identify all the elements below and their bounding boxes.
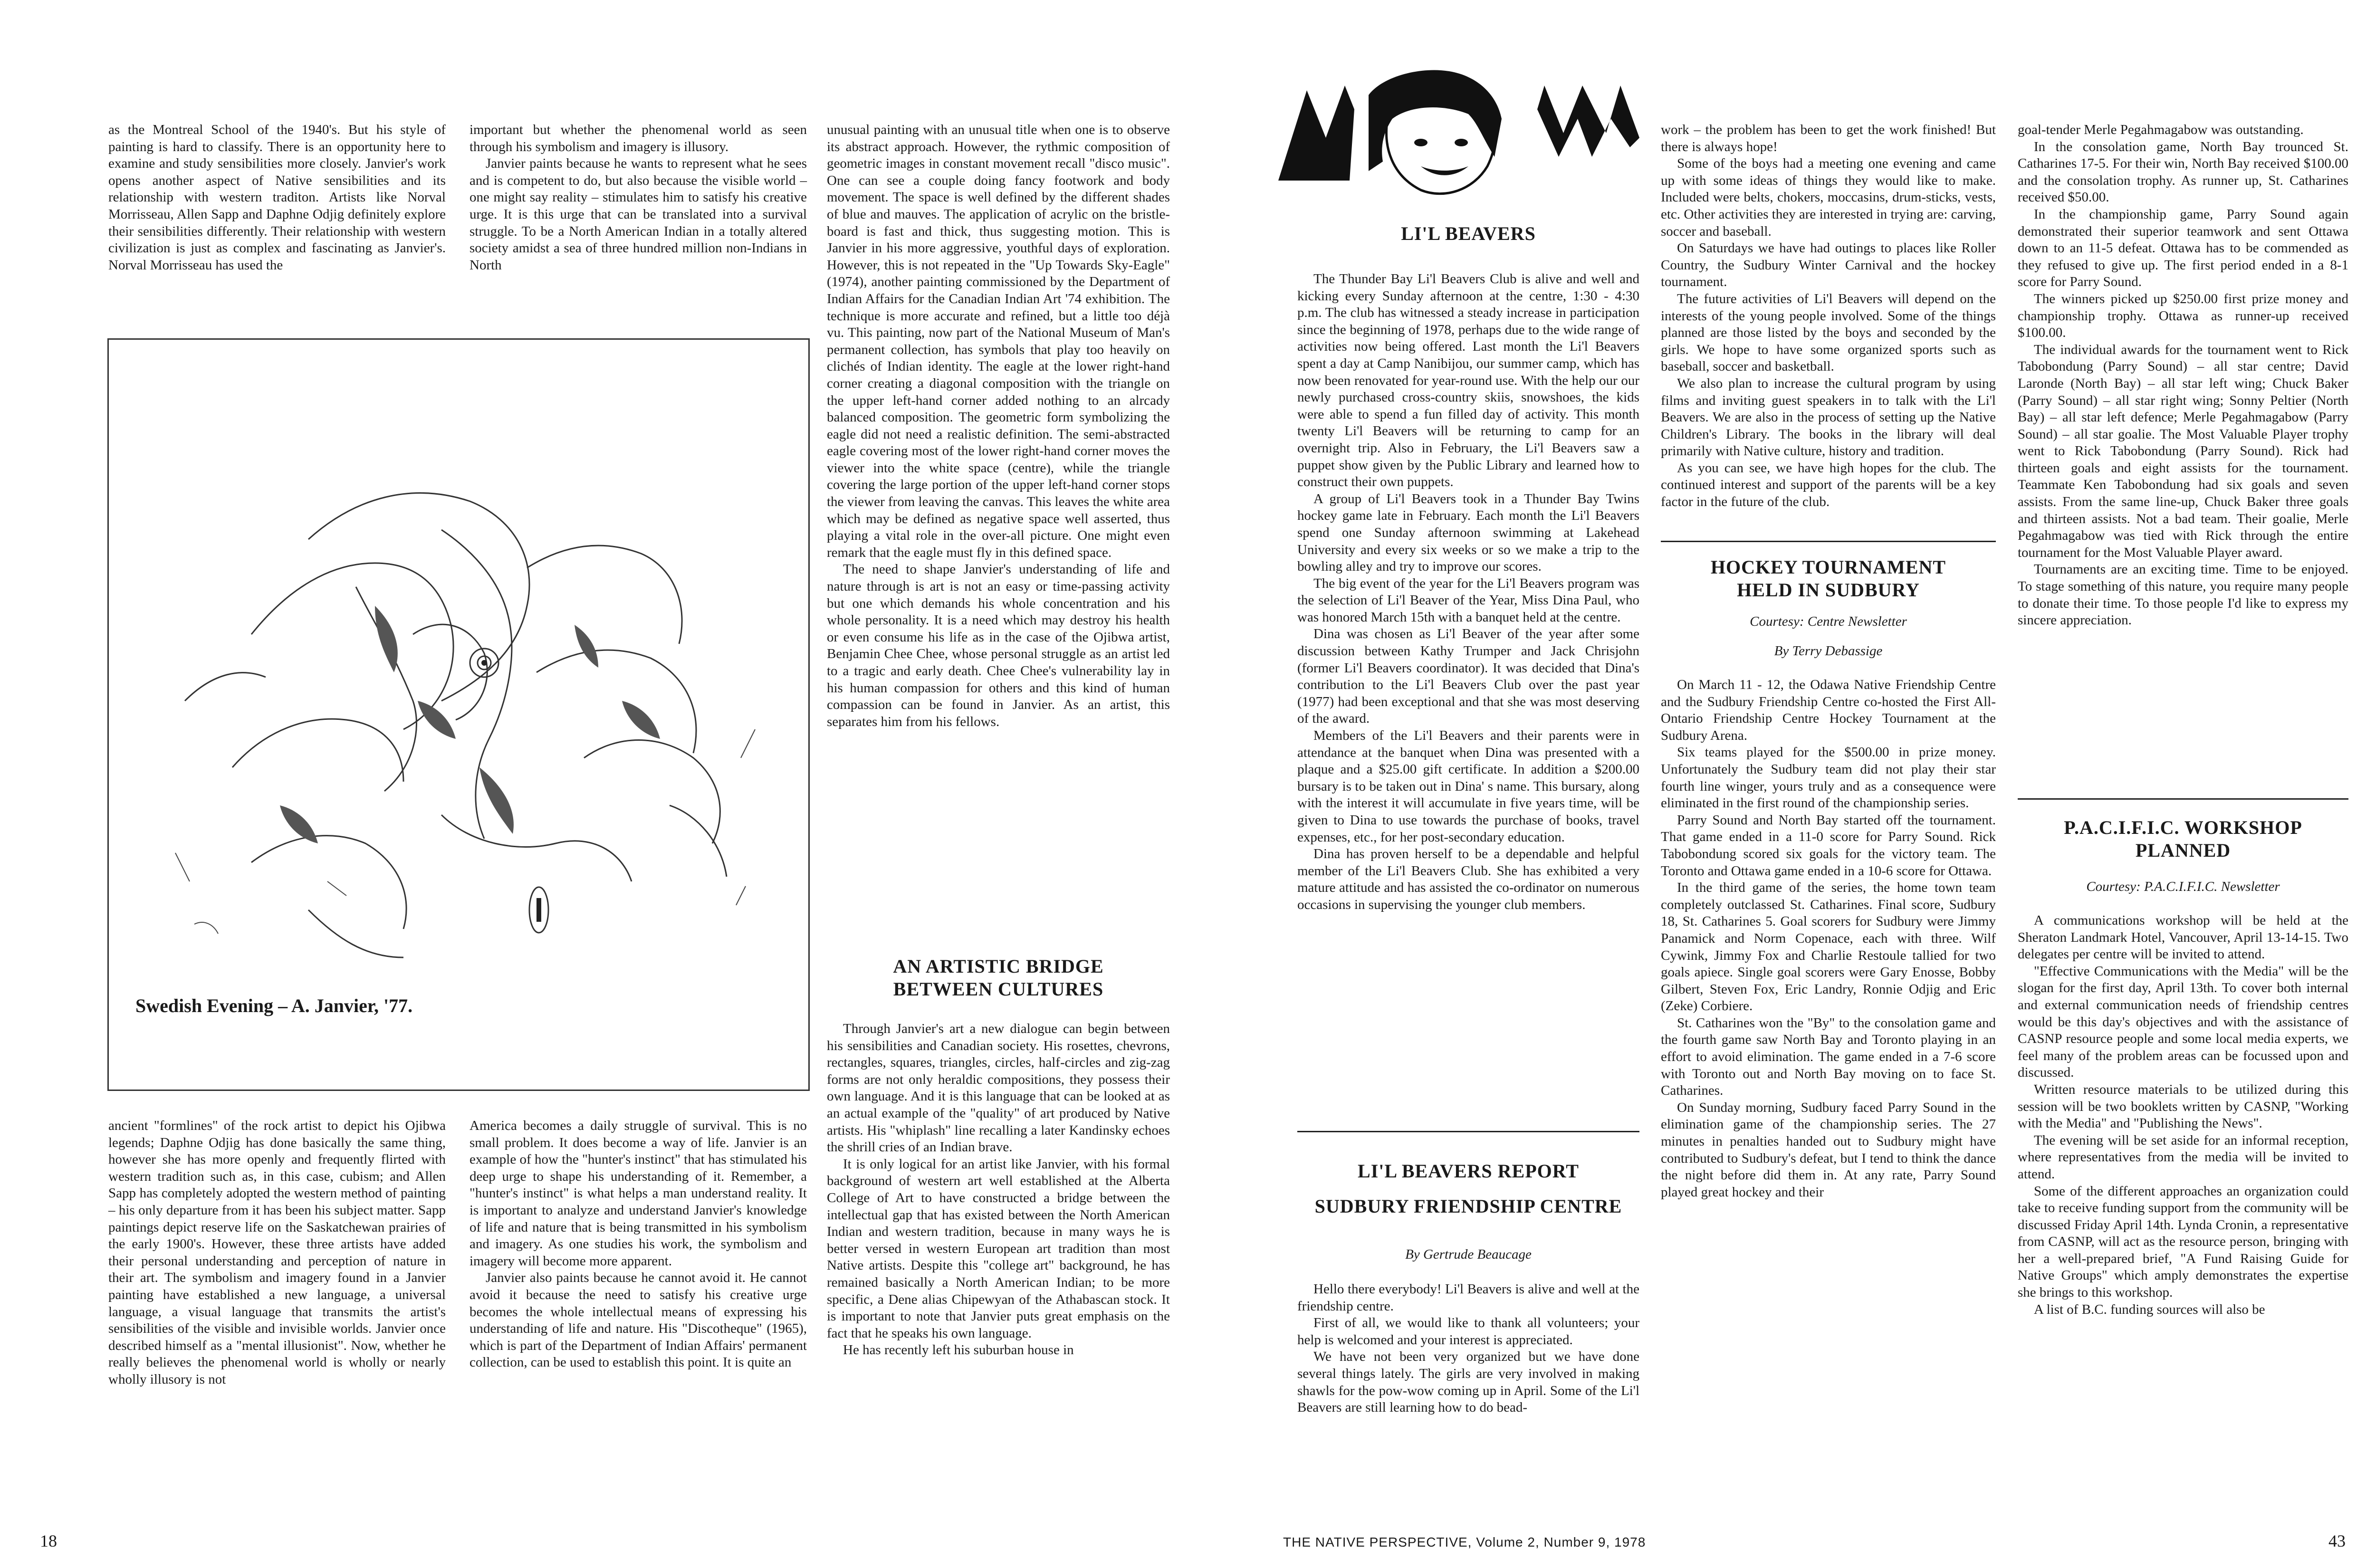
paragraph: Dina has proven herself to be a dependable and helpful member of the Li'l Beavers Club. She has exhibited a very mature attitude and has assisted the co-ordinator on numerous occasions in supervising the younger club members. (1297, 846, 1639, 912)
paragraph: Dina was chosen as Li'l Beaver of the year after some discussion between Kathy Trumper and Jack Chrisjohn (former Li'l Beavers coordinator). It was decided that Dina's contribution to the Li'l Beavers Club over the past year (1977) had been exceptional and that she was most deserving of the award. (1297, 626, 1639, 727)
heading-line: HELD IN SUDBURY (1737, 579, 1920, 601)
paragraph: The need to shape Janvier's understanding of life and nature through is art is not an easy or time-passing activity but one which demands his whole concentration and his whole personality. It is a need which may destroy his health or even consume his life as in the case of the Ojibwa artist, Benjamin Chee Chee, whose personal struggle as an artist led to a tragic and early death. Chee Chee's vulnerability lay in his human compassion for others and this kind of human compassion can be found in Janvier. As an artist, this separates him from his fellows. (827, 562, 1170, 729)
paragraph: He has recently left his suburban house in (843, 1342, 1074, 1358)
heading-line: LI'L BEAVERS REPORT (1358, 1160, 1579, 1182)
left-col2-top (469, 122, 807, 274)
paragraph: The evening will be set aside for an informal reception, where representatives from the media will be invited to attend. (2018, 1132, 2348, 1182)
heading-line: HOCKEY TOURNAMENT (1710, 556, 1946, 578)
paragraph: "Effective Communications with the Media" will be the slogan for the first day, April 13th. To cover both internal and external communication needs of friendship centres would be this day's objectives and with the assistance of CASNP resource people and some local media experts, we feel many of the problem areas can be focussed upon and discussed. (2018, 963, 2348, 1080)
paragraph: Members of the Li'l Beavers and their parents were in attendance at the banquet when Dina was presented with a plaque and a $25.00 gift certificate. In addition a $200.00 bursary is to be taken out in Dina' s name. This bursary, along with the interest it will accumulate in five years time, will be given to Dina to use towards the purchase of books, travel expenses, etc., for her post-secondary education. (1297, 728, 1639, 845)
heading-lil-beavers-report (1297, 1154, 1639, 1224)
byline: By Gertrude Beaucage (1405, 1247, 1532, 1262)
paragraph: A group of Li'l Beavers took in a Thunder Bay Twins hockey game late in February. Each month the Li'l Beavers spend one Sunday afternoon swimming at Lakehead University and every six weeks or so we make a trip to the bowling alley and try to improve our scores. (1297, 491, 1639, 574)
byline: By Terry Debassige (1774, 643, 1883, 659)
paragraph: The future activities of Li'l Beavers will depend on the interests of the young people involved. Some of the things planned are those listed by the boys and seconded by the girls. We hope to have some organized sports such as baseball, soccer and basketball. (1661, 291, 1996, 374)
right-col2-bottom (1661, 677, 1996, 1201)
left-col3-bottom (827, 1021, 1170, 1359)
paragraph: First of all, we would like to thank all volunteers; your help is welcomed and your interest is appreciated. (1297, 1315, 1639, 1348)
paragraph: America becomes a daily struggle of survival. This is no small problem. It does become a way of life. Janvier is an example of how the "hunter's instinct" that has stimulated his deep urge to shape his understanding of it. Remember, a "hunter's instinct" is what helps a man understand reality. It is important to analyze and understand Janvier's knowledge of life and nature that is being transmitted in his symbolism and imagery. As one studies his work, the symbolism and imagery will become more apparent. (469, 1118, 807, 1269)
paragraph: important but whether the phenomenal world as seen through his symbolism and imagery is illusory. (469, 122, 807, 154)
paragraph: ancient "formlines" of the rock artist to depict his Ojibwa legends; Daphne Odjig has done basically the same thing, however she has more openly and frequently flirted with western tradition such as, in this case, cubism; and Allen Sapp has completely adopted the western method of painting – his only departure from it has been his subject matter. Sapp paintings depict reserve life on the Saskatchewan prairies of the early 1900's. However, these three artists have added their personal understanding and perception of nature in their art. The symbolism and imagery found in a Janvier painting have established a new language, a universal language, a visual language that transmits the artist's sensibilities of the visible and invisible worlds. Janvier once described himself as a "mental illusionist". Now, whether he really believes the phenomenal world is wholly or nearly wholly illusory is not (108, 1118, 446, 1387)
paragraph: Written resource materials to be utilized during this session will be two booklets written by CASNP, "Working with the Media" and "Publishing the News". (2018, 1081, 2348, 1131)
left-col1-bottom (108, 1118, 446, 1388)
paragraph: In the championship game, Parry Sound again demonstrated their superior teamwork and sent Ottawa down to an 11-5 defeat. Ottawa has to be commended as they refused to give up. The first period ended in a 8-1 score for Parry Sound. (2018, 206, 2348, 290)
heading-line: SUDBURY FRIENDSHIP CENTRE (1314, 1195, 1622, 1217)
courtesy-line: Courtesy: Centre Newsletter (1750, 614, 1907, 629)
paragraph: It is only logical for an artist like Janvier, with his formal background of western art well established at the Alberta College of Art to have constructed a bridge between the intellectual gap that has existed between the North American Indian and western tradition, because in many ways he is better versed in western European art tradition than most Native artists. Despite this "college art" background, he has remained basically a North American Indian; to be more specific, a Dene alias Chipewyan of the Athabascan stock. It is important to note that Janvier puts great emphasis on the fact that he speaks his own language. (827, 1156, 1170, 1341)
artwork-caption: Swedish Evening – A. Janvier, '77. (135, 995, 413, 1016)
paragraph: Parry Sound and North Bay started off the tournament. That game ended in a 11-0 score for Parry Sound. Rick Tabobondung scored six goals for the victory team. The Toronto and Ottawa game ended in a 10-6 score for Ottawa. (1661, 812, 1996, 879)
paragraph: unusual painting with an unusual title when one is to observe its abstract approach. However, the rythmic composition of geometric images in constant movement recall "disco music". One can see a couple doing fancy footwork and body movement. The space is well defined by the different shades of blue and mauves. The application of acrylic on the bristle-board is fast and thick, thus suggesting motion. This is Janvier in his more aggressive, youthful days of exploration. However, this is not repeated in the "Up Towards Sky-Eagle" (1974), another painting commissioned by the Department of Indian Affairs for the Canadian Indian Art '74 exhibition. The technique is more accurate and refined, but a little too déjà vu. This painting, now part of the National Museum of Man's permanent collection, has symbols that play too heavily on clichés of Indian identity. The eagle at the lower right-hand corner creating a diagonal composition with the triangle on the upper left-hand corner added nothing to an alrcady balanced composition. The geometric form symbolizing the eagle did not need a realistic definition. The semi-abstracted eagle covering most of the lower right-hand corner moves the viewer into the white space (centre), while the triangle covering the large portion of the upper left-hand corner stops the viewer from leaving the canvas. This leaves the white area which may be defined as negative space well asserted, thus playing a vital role in the over-all picture. One might even remark that the eagle must fly in this defined space. (827, 122, 1170, 560)
right-col3-top (2018, 122, 2348, 629)
paragraph: Tournaments are an exciting time. Time to be enjoyed. To stage something of this nature, you require many people to donate their time. To those people I'd like to express my sincere appreciation. (2018, 562, 2348, 628)
right-col1-bottom (1297, 1281, 1639, 1416)
publication-footer: THE NATIVE PERSPECTIVE, Volume 2, Number 9, 1978 (1283, 1535, 1646, 1549)
paragraph: St. Catharines won the "By" to the consolation game and the fourth game saw North Bay and Toronto playing in an effort to avoid elimination. The game ended in a 7-6 score with Toronto out and North Bay moving on to face St. Catharines. (1661, 1015, 1996, 1099)
paragraph: The winners picked up $250.00 first prize money and championship trophy. Ottawa as runner-up received $100.00. (2018, 291, 2348, 341)
paragraph: On March 11 - 12, the Odawa Native Friendship Centre and the Sudbury Friendship Centre co-hosted the First All-Ontario Friendship Centre Hockey Tournament at the Sudbury Arena. (1661, 677, 1996, 743)
paragraph: Six teams played for the $500.00 in prize money. Unfortunately the Sudbury team did not play their star fourth line winger, yours truly and as a consequence were eliminated in the first round of the championship series. (1661, 745, 1996, 811)
heading-hockey-tournament (1661, 556, 1996, 602)
heading-line: PLANNED (2135, 840, 2231, 861)
right-col2-top (1661, 122, 1996, 511)
section-divider (1661, 541, 1996, 542)
paragraph: On Sunday morning, Sudbury faced Parry Sound in the elimination game of the championship series. The 27 minutes in penalties handed out to Sudbury might have contributed to Sudbury's defeat, but I tend to think the dance the night before did them in. At any rate, Parry Sound played great hockey and their (1661, 1100, 1996, 1200)
courtesy-line: Courtesy: P.A.C.I.F.I.C. Newsletter (2086, 879, 2280, 894)
right-col3-bottom (2018, 912, 2348, 1318)
paragraph: A communications workshop will be held at the Sheraton Landmark Hotel, Vancouver, April 13-14-15. Two delegates per centre will be invited to attend. (2018, 913, 2348, 962)
artwork-illustration (109, 340, 808, 1090)
artwork-frame (107, 338, 810, 1091)
paragraph: We also plan to increase the cultural program by using films and inviting guest speakers in to talk with the Li'l Beavers. We are also in the process of setting up the Native Children's Library. The books in the library will deal primarily with Native culture, history and tradition. (1661, 375, 1996, 459)
paragraph: Janvier also paints because he cannot avoid it. He cannot avoid it because the need to satisfy his creative urge becomes the whole intellectual means of expressing his understanding of life and nature. His "Discotheque" (1965), which is part of the Department of Indian Affairs' permanent collection, can be used to establish this point. It is quite an (469, 1270, 807, 1370)
heading-artistic-bridge (827, 955, 1170, 1001)
heading-line: AN ARTISTIC BRIDGE (893, 956, 1104, 977)
page-number-left: 18 (40, 1531, 57, 1550)
lil-beavers-logo (1278, 67, 1639, 209)
heading-line: P.A.C.I.F.I.C. WORKSHOP (2064, 817, 2302, 838)
paragraph: As you can see, we have high hopes for the club. The continued interest and support of the parents will be a key factor in the future of the club. (1661, 460, 1996, 510)
paragraph: Hello there everybody! Li'l Beavers is alive and well at the friendship centre. (1297, 1281, 1639, 1314)
left-col1-top (108, 122, 446, 274)
paragraph: goal-tender Merle Pegahmagabow was outstanding. (2018, 122, 2304, 137)
page-number-right: 43 (2328, 1531, 2346, 1550)
paragraph: as the Montreal School of the 1940's. But his style of painting is hard to classify. There is an opportunity here to examine and study sensibilities more closely. Janvier's work opens another aspect of Native sensibilities and its relationship with western traditon. Artists like Norval Morrisseau, Allen Sapp and Daphne Odjig definitely explore their sensibilities differently. Their relationship with western civilization is just as complex and fascinating as Janvier's. Norval Morrisseau has used the (108, 122, 446, 273)
paragraph: Some of the boys had a meeting one evening and came up with some ideas of things they would like to make. Included were belts, chokers, moccasins, drum-sticks, vests, etc. Other activities they are interested in trying are: carving, soccer and baseball. (1661, 156, 1996, 239)
paragraph: A list of B.C. funding sources will also be (2034, 1301, 2265, 1317)
left-col3 (827, 122, 1170, 730)
paragraph: work – the problem has been to get the work finished! But there is always hope! (1661, 122, 1996, 154)
paragraph: In the consolation game, North Bay trounced St. Catharines 17-5. For their win, North Bay received $100.00 and the consolation trophy. As runner up, St. Catharines received $50.00. (2018, 139, 2348, 205)
paragraph: On Saturdays we have had outings to places like Roller Country, the Sudbury Winter Carnival and the hockey tournament. (1661, 240, 1996, 290)
right-col1-top (1297, 271, 1639, 914)
paragraph: We have not been very organized but we have done several things lately. The girls are very involved in making shawls for the pow-wow coming up in April. Some of the Li'l Beavers are still learning how to do bead- (1297, 1349, 1639, 1415)
heading-line: BETWEEN CULTURES (893, 978, 1104, 1000)
paragraph: The individual awards for the tournament went to Rick Tabobondung (Parry Sound) – all star centre; David Laronde (North Bay) – all star left wing; Chuck Baker (Parry Sound) – all star right wing; Sonny Peltier (North Bay) – all star left defence; Merle Pegahmagabow (Parry Sound) – all star goalie. The Most Valuable Player trophy went to Rick Tabobondung (Parry Sound). Rick had thirteen goals and eight assists for the tournament. Teammate Ken Tabobondung had six goals and seven assists. From the same line-up, Chuck Baker three goals and thirteen assists. Not a bad team. Their goalie, Merle Pegahmagabow was tied with Rick through the entire tournament for the Most Valuable Player award. (2018, 342, 2348, 560)
paragraph: Janvier paints because he wants to represent what he sees and is competent to do, but also because the visible world – one might say reality – stimulates him to satisfy his creative urge. It is this urge that can be translated into a survival struggle. To be a North American Indian in a totally altered society amidst a sea of three hundred million non-Indians in North (469, 156, 807, 273)
paragraph: The Thunder Bay Li'l Beavers Club is alive and well and kicking every Sunday afternoon at the centre, 1:30 - 4:30 p.m. The club has witnessed a steady increase in participation since the beginning of 1978, perhaps due to the wide range of activities now being offered. Last month the Li'l Beavers spent a day at Camp Nanibijou, our summer camp, which has now been renovated for year-round use. With the help our our newly purchased cross-country skiis, snowshoes, the kids were able to spend a fun filled day of activity. This month twenty Li'l Beavers will be returning to camp for an overnight trip. Also in February, the Li'l Beavers saw a puppet show given by the Public Library and learned how to construct their own puppets. (1297, 271, 1639, 490)
paragraph: The big event of the year for the Li'l Beavers program was the selection of Li'l Beaver of the Year, Miss Dina Paul, who was honored March 15th with a banquet held at the centre. (1297, 575, 1639, 625)
section-divider (2018, 798, 2348, 800)
heading-lil-beavers: LI'L BEAVERS (1401, 223, 1536, 244)
left-col2-bottom (469, 1118, 807, 1371)
heading-pacific-workshop (2018, 816, 2348, 862)
paragraph: Some of the different approaches an organization could take to receive funding support from the community will be discussed Friday April 14th. Lynda Cronin, a representative from CASNP, will act as the resource person, bringing with her a well-prepared brief, "A Fund Raising Guide for Native Groups" which amply demonstrates the expertise she brings to this workshop. (2018, 1183, 2348, 1300)
section-divider (1297, 1131, 1639, 1132)
paragraph: In the third game of the series, the home town team completely outclassed St. Catharines. Final score, Sudbury 18, St. Catharines 5. Goal scorers for Sudbury were Jimmy Panamick and Norm Copenace, each with three. Wilf Cywink, Jimmy Fox and Charlie Restoule tallied for two goals apiece. Single goal scorers were Gary Enosse, Bobby Gilbert, Steven Fox, Eric Landry, Ronnie Odjig and Eric (Zeke) Corbiere. (1661, 880, 1996, 1014)
paragraph: Through Janvier's art a new dialogue can begin between his sensibilities and Canadian society. His rosettes, chevrons, rectangles, squares, triangles, circles, half-circles and zig-zag forms are not only heraldic compositions, they possess their own language. And it is this language that can be looked at as an actual example of the "quality" of art produced by Native artists. His "whiplash" line recalling a later Kandinsky echoes the shrill cries of an Indian brave. (827, 1021, 1170, 1155)
